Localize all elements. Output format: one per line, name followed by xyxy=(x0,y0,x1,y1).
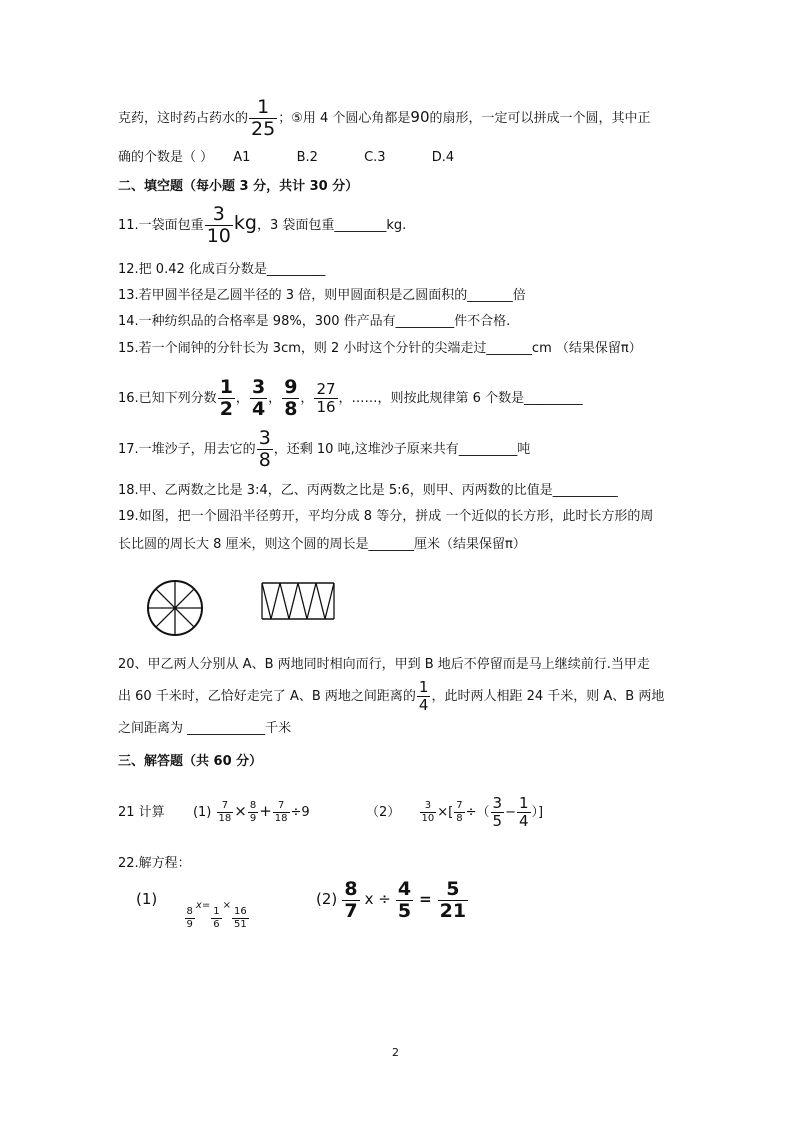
q10-text-1: 克药，这时药占药水的 xyxy=(118,111,249,126)
q14: 14.一种纺织品的合格率是 98%，300 件产品有_________件不合格. xyxy=(118,314,511,329)
q16-sep-3: ， xyxy=(300,391,314,406)
q22-p2-fraction-3: $\frac{5}{21}$ xyxy=(439,878,467,922)
q10-option-d: D.4 xyxy=(431,150,455,165)
q10-option-b: B.2 xyxy=(296,150,318,165)
q22-p2-fraction-2: $\frac{4}{5}$ xyxy=(397,878,412,922)
q22-part2-label: (2) xyxy=(316,890,338,908)
q22 xyxy=(136,880,469,930)
q16-fraction-4: $\frac{27}{16}$ xyxy=(316,380,336,416)
q22-p1-fraction-3: $\frac{16}{51}$ xyxy=(233,906,247,930)
q22-p1-variable: x xyxy=(195,900,202,911)
q20-line2-suffix: ，此时两人相距 24 千米，则 A、B 两地 xyxy=(431,689,665,704)
q19-line1: 19.如图，把一个圆沿半径剪开，平均分成 8 等分，拼成 一个近似的长方形，此时长方形的周 xyxy=(118,509,654,524)
q11-unit: kg xyxy=(233,212,257,234)
q22-p1-fraction-1: $\frac{8}{9}$ xyxy=(186,906,193,930)
q10-blank-text: 确的个数是（ ） xyxy=(118,150,214,165)
q21-p2-fraction-2: $\frac{7}{8}$ xyxy=(456,800,463,824)
q16 xyxy=(118,378,583,419)
q21-part1-label: (1) xyxy=(192,805,212,820)
q13: 13.若甲圆半径是乙圆半径的 3 倍，则甲圆面积是乙圆面积的_______倍 xyxy=(118,288,526,303)
q21-label: 21 计算 xyxy=(118,805,165,820)
q22-p1-fraction-2: $\frac{1}{6}$ xyxy=(213,906,220,930)
q21-p2-tail: ）] xyxy=(531,805,544,820)
q21-p1-fraction-1: $\frac{7}{18}$ xyxy=(218,800,232,824)
q19-line2: 长比圆的周长大 8 厘米，则这个圆的周长是_______厘米（结果保留π） xyxy=(118,537,526,552)
q16-sep-2: ， xyxy=(268,391,282,406)
q10-fraction: $\frac{1}{25}$ xyxy=(251,96,276,140)
q11-suffix: ，3 袋面包重________kg. xyxy=(256,218,407,233)
q20-line1: 20、甲乙两人分别从 A、B 两地同时相向而行，甲到 B 地后不停留而是马上继续前行.当甲走 xyxy=(118,657,650,672)
q22-p2-mid: x ÷ xyxy=(364,890,391,908)
q21-p1-fraction-2: $\frac{8}{9}$ xyxy=(249,800,257,824)
q20-line2-prefix: 出 60 千米时，乙恰好走完了 A、B 两地之间距离的 xyxy=(118,689,416,704)
q18: 18.甲、乙两数之比是 3:4，乙、丙两数之比是 5:6，则甲、丙两数的比值是__________ xyxy=(118,483,618,498)
q10-angle: 90 xyxy=(410,108,430,126)
q10-text-3: 的扇形，一定可以拼成一个圆，其中正 xyxy=(429,111,651,126)
section3-title: 三、解答题（共 60 分） xyxy=(118,754,263,769)
q20-line2 xyxy=(118,680,664,713)
q20-line3: 之间距离为 ____________千米 xyxy=(118,721,292,736)
q11-prefix: 11.一袋面包重 xyxy=(118,218,204,233)
q15: 15.若一个闹钟的分针长为 3cm，则 2 小时这个分针的尖端走过_______cm （结果保留π） xyxy=(118,341,642,356)
q17-fraction: $\frac{3}{8}$ xyxy=(258,427,271,471)
q22-p2-fraction-1: $\frac{8}{7}$ xyxy=(344,878,358,922)
q21-p1-op1: × xyxy=(234,802,247,820)
q21-p1-fraction-3: $\frac{7}{18}$ xyxy=(274,800,288,824)
q22-p1-equals: = xyxy=(201,900,211,911)
q17-prefix: 17.一堆沙子，用去它的 xyxy=(118,442,256,457)
q11-fraction: $\frac{3}{10}$ xyxy=(206,203,231,247)
q21-p1-tail: ÷9 xyxy=(290,805,310,820)
q21 xyxy=(118,796,543,829)
q21-p2-fraction-3: $\frac{3}{5}$ xyxy=(492,794,503,830)
q22-p2-equals: = xyxy=(419,890,432,908)
q16-fraction-2: $\frac{3}{4}$ xyxy=(251,376,266,420)
q10-line1 xyxy=(118,98,651,139)
q10-option-c: C.3 xyxy=(364,150,386,165)
q21-part2-label: （2） xyxy=(365,805,401,820)
q12: 12.把 0.42 化成百分数是_________ xyxy=(118,262,326,277)
q22-part1-label: (1) xyxy=(136,890,158,908)
rectangle-sectors-figure xyxy=(260,581,336,621)
q16-suffix: ，……，则按此规律第 6 个数是_________ xyxy=(338,391,583,406)
q21-p2-op2: ÷（ xyxy=(465,805,490,820)
q10-line2 xyxy=(118,151,454,164)
section2-title: 二、填空题（每小题 3 分，共计 30 分） xyxy=(118,179,359,194)
q10-option-a: A1 xyxy=(233,150,251,165)
q16-fraction-3: $\frac{9}{8}$ xyxy=(284,376,298,420)
page-number: 2 xyxy=(392,1046,399,1059)
q16-sep-1: ， xyxy=(235,391,249,406)
q17-suffix: ，还剩 10 吨,这堆沙子原来共有_________吨 xyxy=(273,442,531,457)
q20-fraction: $\frac{1}{4}$ xyxy=(418,678,429,714)
q22-p1-op: × xyxy=(222,900,231,911)
q22-label: 22.解方程： xyxy=(118,856,191,871)
q16-prefix: 16.已知下列分数 xyxy=(118,391,217,406)
q21-p2-op3: − xyxy=(505,805,516,820)
q21-p2-fraction-4: $\frac{1}{4}$ xyxy=(518,794,529,830)
q21-p2-op1: ×[ xyxy=(437,805,454,820)
q10-text-2: ；⑤用 4 个圆心角都是 xyxy=(278,111,411,126)
q21-p2-fraction-1: $\frac{3}{10}$ xyxy=(421,800,435,824)
q21-p1-op2: + xyxy=(259,802,272,820)
q11 xyxy=(118,205,406,246)
circle-sectors-figure xyxy=(145,578,205,638)
q17 xyxy=(118,429,530,470)
q16-fraction-1: $\frac{1}{2}$ xyxy=(219,376,233,420)
